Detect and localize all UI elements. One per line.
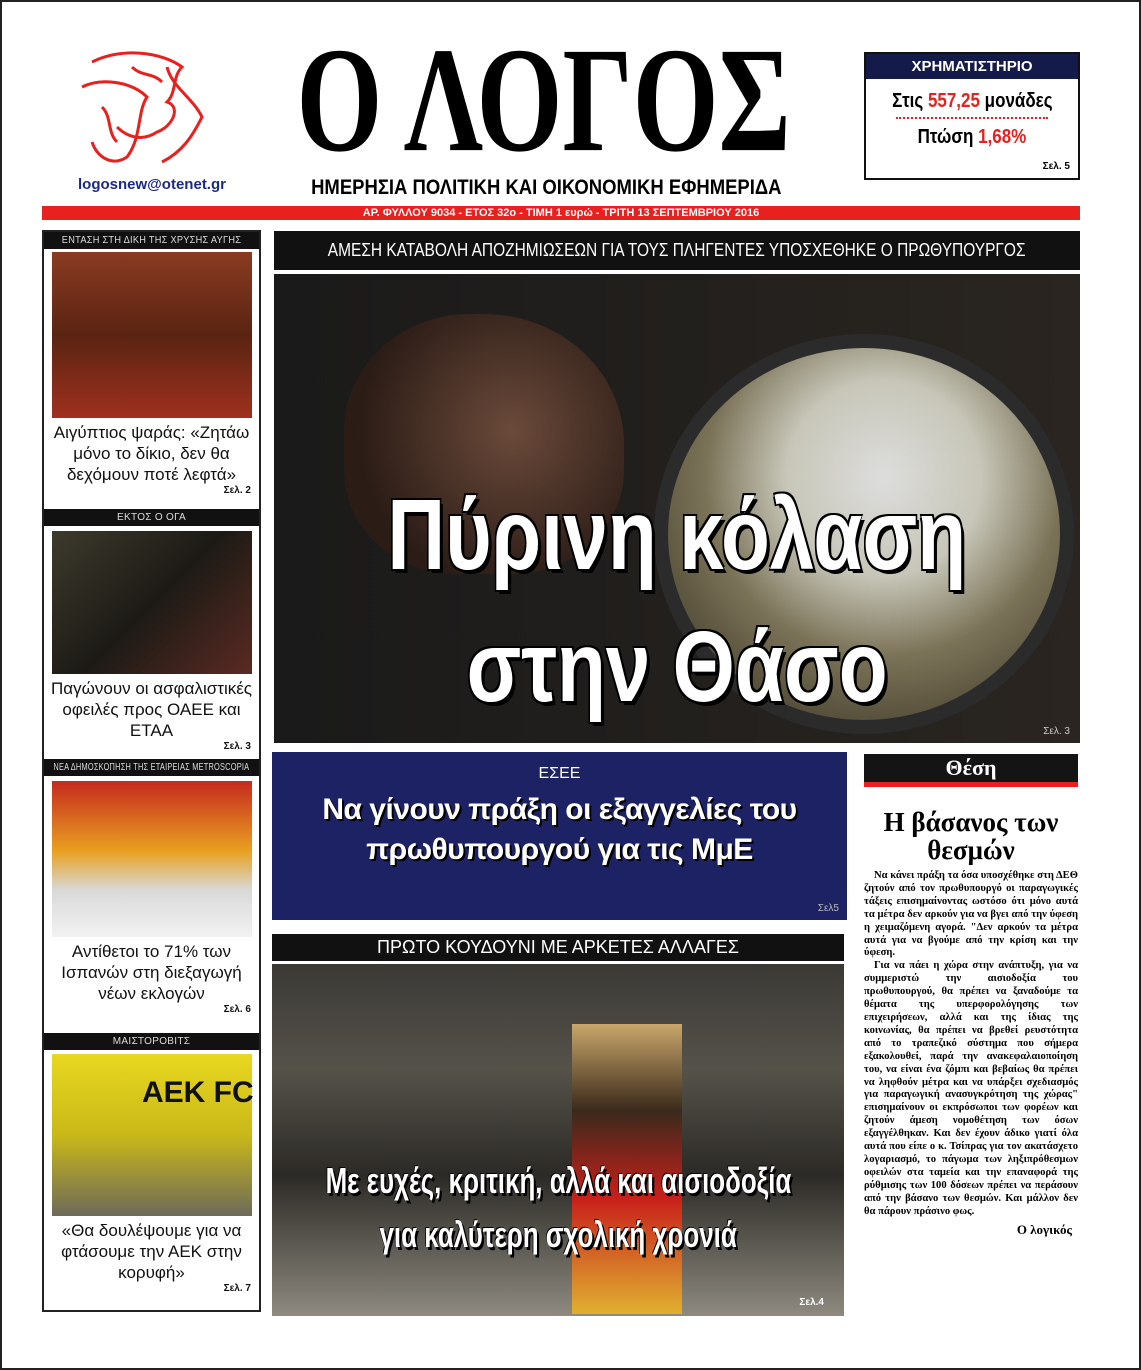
opinion-paragraph: Για να πάει η χώρα στην ανάπτυξη, για να συμμεριστώ την αισιοδοξία του πρωθυπουργού, θα πρέπει να ξαναδούμε τα θέματα της υπερφορολόγησης των επιχειρήσεων, αλλά και της ίδιας της κοινωνίας, θα πρέπει να βρεθεί ρευστότητα από το τραπεζικό σύστημα που σήμερα εξακολουθεί, παρά την ανακεφαλαιοποίηση του, να είναι ένα ζόμπι και βεβαίως θα πρέπει να ληφθούν μέτρα και να υπάρξει σχεδιασμός για παραγωγική ανασυγκρότηση της χώρας" επισημαίνουν οι εκπρόσωποι των φορέων και ζητούν άμεση νομοθέτηση των όσων εξαγγέλθηκαν. Και δεν έχουν άδικο γιατί όλα αυτά που είπε ο κ. Τσίπρας για τον ακατάσχετο λογαριασμό, το πάγωμα των ληξιπρόθεσμων οφειλών στα ταμεία και την επαναφορά της ρύθμισης των 100 δόσεων πρέπει να περάσουν από την βάσανο των θεσμών. Και μάλλον δεν θα πάρουν πράσινο φως. bbox=[864, 960, 1078, 1217]
contact-email[interactable]: logosnew@otenet.gr bbox=[78, 176, 226, 193]
main-story-photo[interactable] bbox=[274, 274, 1080, 743]
esee-kicker: ΕΣΕΕ bbox=[538, 765, 581, 782]
story-kicker: ΝΕΑ ΔΗΜΟΣΚΟΠΗΣΗ ΤΗΣ ΕΤΑΙΡΕΙΑΣ METROSCOPIA bbox=[53, 762, 250, 773]
story-kicker: ΕΝΤΑΣΗ ΣΤΗ ΔΙΚΗ ΤΗΣ ΧΡΥΣΗΣ ΑΥΓΗΣ bbox=[61, 235, 242, 246]
opinion-section-label: Θέση bbox=[864, 754, 1078, 787]
main-kicker-bar bbox=[274, 231, 1080, 270]
main-headline bbox=[274, 469, 1080, 733]
page-ref: Σελ. 7 bbox=[223, 1283, 251, 1294]
story-headline: «Θα δουλέψουμε για να φτάσουμε την ΑΕΚ στην κορυφή» bbox=[61, 1221, 242, 1282]
stock-index bbox=[866, 89, 1078, 113]
school-headline bbox=[272, 1154, 844, 1262]
stock-unit: μονάδες bbox=[979, 90, 1053, 112]
school-story-photo[interactable] bbox=[272, 964, 844, 1316]
school-headline-line2: για καλύτερη σχολική χρονιά bbox=[379, 1214, 737, 1255]
school-headline-line1: Με ευχές, κριτική, αλλά και αισιοδοξία bbox=[325, 1160, 791, 1201]
aek-photo bbox=[52, 1054, 252, 1216]
main-kicker: ΑΜΕΣΗ ΚΑΤΑΒΟΛΗ ΑΠΟΖΗΜΙΩΣΕΩΝ ΓΙΑ ΤΟΥΣ ΠΛΗΓΕΝΤΕΣ ΥΠΟΣΧΕΘΗΚΕ Ο ΠΡΩΘΥΠΟΥΡΓΟΣ bbox=[328, 240, 1026, 260]
page-ref: Σελ.4 bbox=[799, 1297, 824, 1308]
opinion-title: Η βάσανος των θεσμών bbox=[883, 807, 1059, 865]
story-headline: Παγώνουν οι ασφαλιστικές οφειλές προς ΟΑΕΕ και ΕΤΑΑ bbox=[50, 679, 252, 740]
stock-value: 557,25 bbox=[927, 90, 980, 112]
story-kicker-bar bbox=[44, 232, 259, 249]
opinion-signature: Ο λογικός bbox=[1016, 1222, 1072, 1238]
story-item[interactable] bbox=[48, 1220, 255, 1295]
esee-headline: Να γίνουν πράξη οι εξαγγελίες του πρωθυπουργού για τις ΜμΕ bbox=[322, 793, 797, 866]
masthead-subtitle-box bbox=[274, 176, 819, 200]
opinion-body bbox=[864, 870, 1078, 1238]
left-column bbox=[42, 230, 261, 1312]
school-kicker-bar bbox=[272, 934, 844, 961]
story-kicker-bar bbox=[44, 1033, 259, 1050]
dotted-divider bbox=[896, 117, 1048, 119]
story-headline: Αιγύπτιος ψαράς: «Ζητάω μόνο το δίκιο, δεν θα δεχόμουν ποτέ λεφτά» bbox=[53, 423, 250, 484]
page-ref: Σελ. 3 bbox=[1043, 726, 1070, 737]
story-kicker-bar bbox=[44, 509, 259, 526]
page-ref: Σελ5 bbox=[817, 903, 839, 914]
story-headline: Αντίθετοι το 71% των Ισπανών στη διεξαγωγή νέων εκλογών bbox=[61, 942, 242, 1003]
story-item[interactable] bbox=[48, 422, 255, 497]
ballot-box-photo bbox=[52, 781, 252, 937]
stock-label: Στις bbox=[891, 90, 928, 112]
story-kicker: ΜΑΙΣΤΟΡΟΒΙΤΣ bbox=[112, 1036, 191, 1047]
issue-info-bar: ΑΡ. ΦΥΛΛΟΥ 9034 - ΕΤΟΣ 32ο - ΤΙΜΗ 1 ευρώ - ΤΡΙΤΗ 13 ΣΕΠΤΕΜΒΡΙΟΥ 2016 bbox=[42, 206, 1080, 220]
logo-faces-illustration bbox=[72, 47, 212, 172]
queue-photo bbox=[52, 531, 252, 674]
aek-logo-text: ΑΕΚ FC bbox=[142, 1076, 254, 1109]
masthead-box bbox=[274, 16, 814, 183]
stock-change-label: Πτώση bbox=[917, 126, 979, 148]
page-ref: Σελ. 6 bbox=[223, 1004, 251, 1015]
stock-market-box bbox=[864, 52, 1080, 180]
page-ref: Σελ. 5 bbox=[1042, 161, 1070, 172]
courtroom-photo bbox=[52, 252, 252, 418]
stock-title: ΧΡΗΜΑΤΙΣΤΗΡΙΟ bbox=[866, 54, 1078, 79]
stock-change-value: 1,68% bbox=[978, 126, 1027, 148]
page-ref: Σελ. 2 bbox=[223, 485, 251, 496]
masthead-subtitle: ΗΜΕΡΗΣΙΑ ΠΟΛΙΤΙΚΗ ΚΑΙ ΟΙΚΟΝΟΜΙΚΗ ΕΦΗΜΕΡΙΔΑ bbox=[311, 176, 782, 199]
school-kicker: ΠΡΩΤΟ ΚΟΥΔΟΥΝΙ ΜΕ ΑΡΚΕΤΕΣ ΑΛΛΑΓΕΣ bbox=[376, 937, 740, 957]
stock-change bbox=[866, 125, 1078, 149]
story-kicker: ΕΚΤΟΣ Ο ΟΓΑ bbox=[117, 512, 186, 523]
story-item[interactable] bbox=[48, 678, 255, 753]
story-item[interactable] bbox=[48, 941, 255, 1016]
opinion-paragraph: Να κάνει πράξη τα όσα υποσχέθηκε στη ΔΕΘ ζητούν από τον πρωθυπουργό οι παραγωγικές τάξεις επισημαίνοντας ωστόσο ότι μόνο αυτά τα μέτρα δεν αρκούν για να βγει από την ύφεση η χειμαζόμενη αγορά. "Δεν αρκούν τα μέτρα αυτά για να βγούμε από την κρίση και την ύφεση. bbox=[864, 870, 1078, 959]
masthead: Ο ΛΟΓΟΣ bbox=[296, 16, 792, 183]
story-kicker-bar bbox=[44, 759, 259, 776]
main-headline-line1: Πύρινη κόλαση bbox=[387, 479, 967, 591]
esee-story[interactable] bbox=[272, 752, 847, 920]
main-headline-line2: στην Θάσο bbox=[466, 611, 888, 723]
page-ref: Σελ. 3 bbox=[223, 741, 251, 752]
